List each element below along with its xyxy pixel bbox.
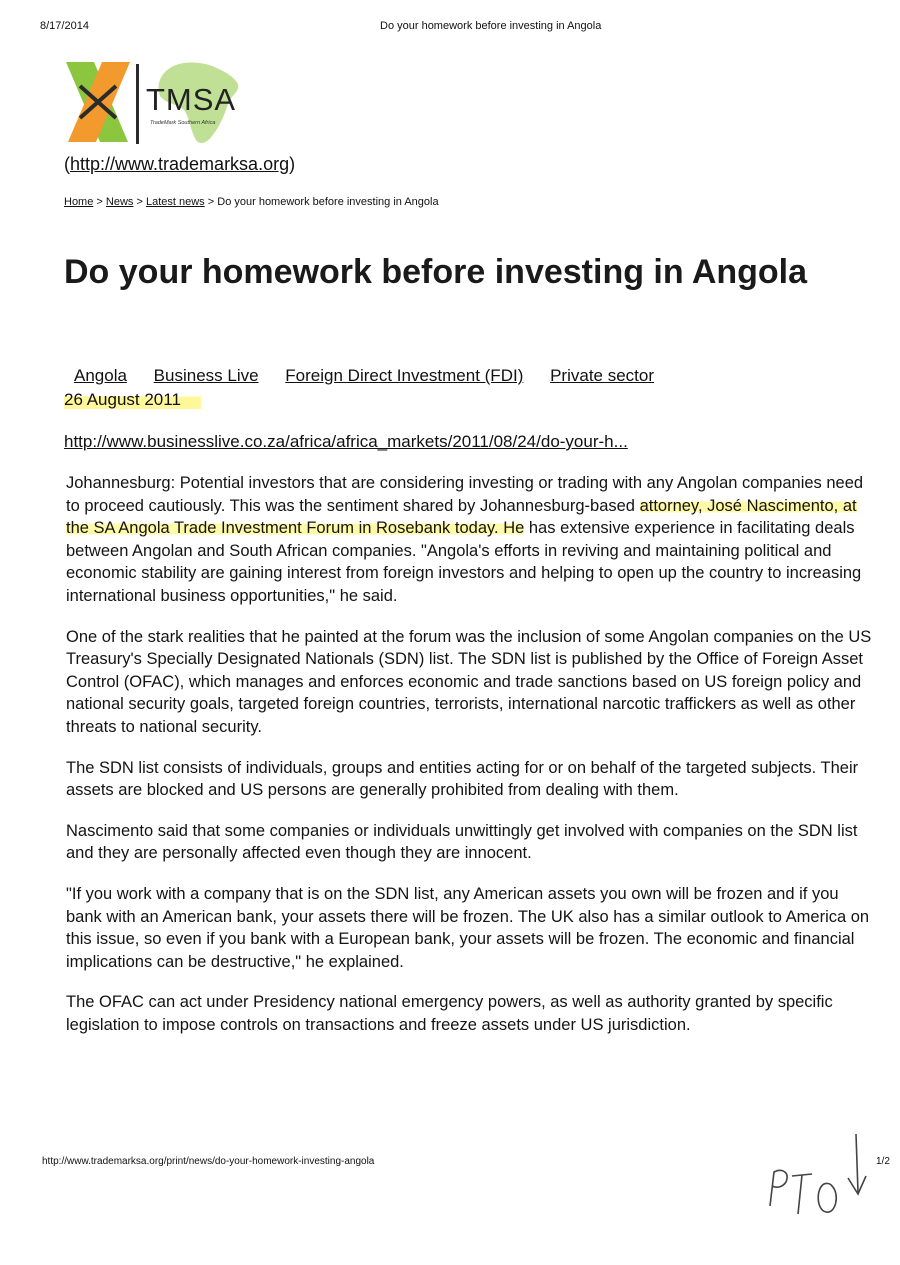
article-paragraph: The OFAC can act under Presidency national emergency powers, as well as authority granted by specific legislation to impose controls on transactions and freeze assets under US jurisdiction.	[66, 993, 833, 1034]
logo-wordmark: TMSA	[146, 82, 237, 117]
article-paragraph: "If you work with a company that is on the SDN list, any American assets you own will be frozen and if you bank with an American bank, your assets there will be frozen. The UK also has a similar outlook to America on this issue, so even if you bank with a European bank, your assets will be frozen. The economic and financial implications can be destructive," he explained.	[66, 884, 870, 971]
highlighted-text: attorney, José Nascimento, at the SA Angola Trade Investment Forum in Rosebank today. He	[66, 496, 857, 538]
site-url-link[interactable]: http://www.trademarksa.org	[70, 154, 290, 174]
print-date: 8/17/2014	[40, 20, 89, 32]
tag-fdi[interactable]: Foreign Direct Investment (FDI)	[285, 366, 524, 385]
breadcrumb-latest-news[interactable]: Latest news	[145, 196, 205, 208]
breadcrumb-home[interactable]: Home	[64, 196, 94, 208]
source-link[interactable]: http://www.businesslive.co.za/africa/africa_markets/2011/08/24/do-your-h...	[64, 432, 628, 451]
breadcrumb	[64, 196, 439, 208]
breadcrumb-news[interactable]: News	[105, 196, 134, 208]
site-url	[64, 154, 295, 175]
paragraph-text: Johannesburg: Potential investors that are considering investing or trading with any Angolan companies need to proceed cautiously. This was the sentiment shared by Johannesburg-based	[66, 474, 864, 515]
tmsa-logo[interactable]	[62, 56, 242, 152]
breadcrumb-separator: >	[96, 196, 103, 208]
logo-tagline: TradeMark Southern Africa	[150, 120, 216, 126]
tag-angola[interactable]: Angola	[74, 366, 127, 385]
print-page-title: Do your homework before investing in Angola	[380, 20, 602, 32]
article-paragraph	[66, 472, 876, 608]
breadcrumb-current: Do your homework before investing in Angola	[217, 196, 439, 208]
handwritten-pto-arrow-icon	[752, 1128, 872, 1228]
print-footer-url: http://www.trademarksa.org/print/news/do-your-homework-investing-angola	[42, 1156, 375, 1167]
article-paragraph: Nascimento said that some companies or individuals unwittingly get involved with companies on the SDN list and they are personally affected even though they are innocent.	[66, 821, 858, 863]
article-paragraph: One of the stark realities that he painted at the forum was the inclusion of some Angolan companies on the US Treasury's Specially Designated Nationals (SDN) list. The SDN list is published by the Office of Foreign Asset Control (OFAC), which manages and enforces economic and trade sanctions based on US foreign policy and national security goals, targeted foreign countries, terrorists, international narcotic traffickers as well as other threats to national security.	[66, 627, 872, 736]
article-tags	[74, 366, 676, 386]
article-title: Do your homework before investing in Angola	[64, 253, 808, 291]
page-number: 1/2	[876, 1156, 890, 1167]
site-url-open-paren: (	[64, 154, 70, 174]
breadcrumb-separator: >	[207, 196, 215, 208]
paragraph-text: has extensive experience in facilitating deals between Angolan and South African companies. "Angola's efforts in reviving and maintaining political and economic stability are gaining interest from foreign investors and helping to open up the country to increasing international business opportunities," he said.	[66, 519, 862, 605]
article-body	[66, 472, 876, 1054]
tag-business-live[interactable]: Business Live	[153, 366, 259, 385]
article-paragraph: The SDN list consists of individuals, groups and entities acting for or on behalf of the targeted subjects. Their assets are blocked and US persons are generally prohibited from dealing with them.	[66, 758, 859, 800]
site-url-close-paren: )	[289, 154, 296, 174]
breadcrumb-separator: >	[136, 196, 143, 208]
article-date	[64, 390, 201, 410]
tag-private-sector[interactable]: Private sector	[550, 366, 655, 385]
article-date-text: 26 August 2011	[64, 390, 201, 409]
